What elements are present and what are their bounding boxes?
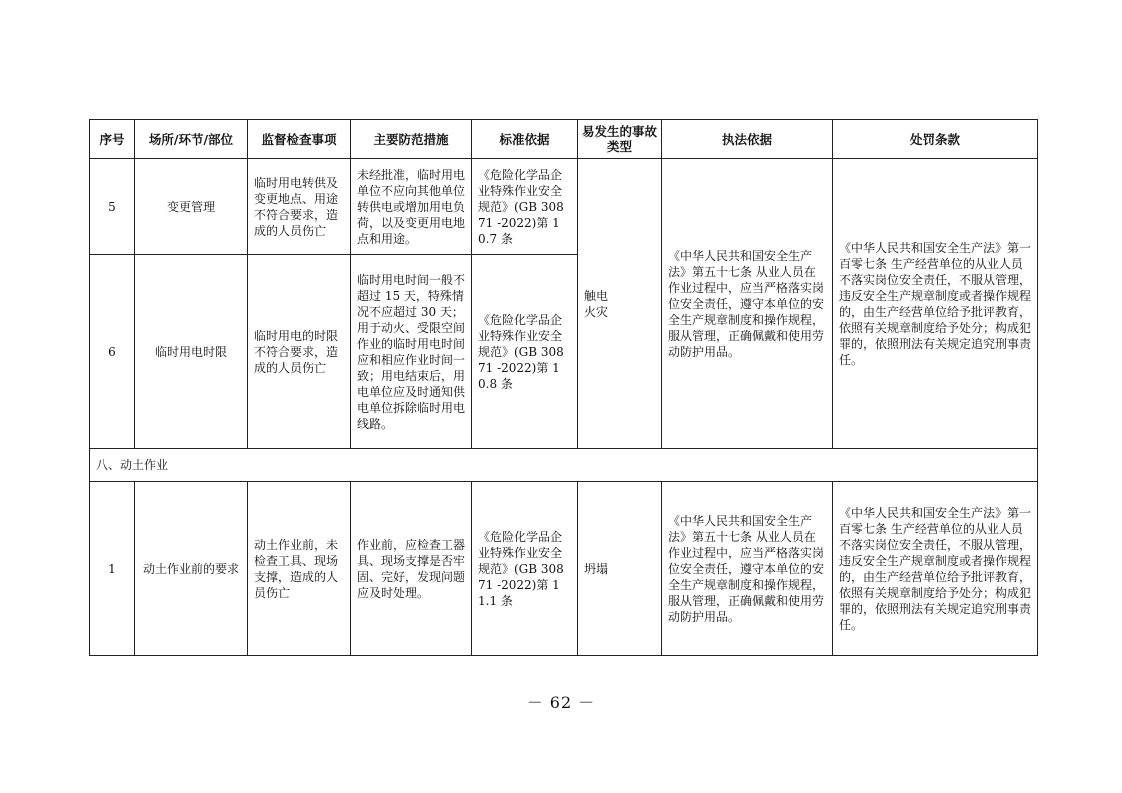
row-seq: 6 [90, 255, 135, 449]
header-measures: 主要防范措施 [351, 120, 472, 159]
row-accident-type: 坍塌 [578, 482, 662, 656]
row-seq: 1 [90, 482, 135, 656]
row-measures: 作业前，应检查工器具、现场支撑是否牢固、完好，发现问题应及时处理。 [351, 482, 472, 656]
header-penalty: 处罚条款 [833, 120, 1038, 159]
header-standard: 标准依据 [472, 120, 578, 159]
row-measures: 临时用电时间一般不超过 15 天，特殊情况不应超过 30 天；用于动火、受限空间作业的临时用电时间应和相应作业时间一致；用电结束后，用电单位应及时通知供电单位拆除临时用电线路。 [351, 255, 472, 449]
regulation-table [89, 119, 1038, 656]
page-number: － 62 － [526, 693, 596, 712]
row-penalty-clause: 《中华人民共和国安全生产法》第一百零七条 生产经营单位的从业人员不落实岗位安全责任，不服从管理，违反安全生产规章制度或者操作规程的，由生产经营单位给予批评教育，依照有关规章制度给予处分；构成犯罪的，依照刑法有关规定追究刑事责任。 [833, 482, 1038, 656]
row-item: 临时用电转供及变更地点、用途不符合要求，造成的人员伤亡 [248, 159, 351, 255]
table-row [90, 159, 1038, 255]
header-law: 执法依据 [662, 120, 833, 159]
row-item: 动土作业前，未检查工具、现场支撑，造成的人员伤亡 [248, 482, 351, 656]
header-accident: 易发生的事故类型 [578, 120, 662, 159]
table-header [90, 120, 1038, 159]
group-accident-type: 触电 火灾 [578, 159, 662, 449]
header-item: 监督检查事项 [248, 120, 351, 159]
row-measures: 未经批准，临时用电单位不应向其他单位转供电或增加用电负荷，以及变更用电地点和用途。 [351, 159, 472, 255]
row-standard: 《危险化学品企业特殊作业安全规范》(GB 30871 -2022)第 10.8 条 [472, 255, 578, 449]
header-place: 场所/环节/部位 [135, 120, 248, 159]
table-row [90, 482, 1038, 656]
row-item: 临时用电的时限不符合要求，造成的人员伤亡 [248, 255, 351, 449]
row-place: 动土作业前的要求 [135, 482, 248, 656]
row-standard: 《危险化学品企业特殊作业安全规范》(GB 30871 -2022)第 11.1 条 [472, 482, 578, 656]
header-seq: 序号 [90, 120, 135, 159]
section-title: 八、动土作业 [90, 449, 1038, 482]
group-law-basis: 《中华人民共和国安全生产法》第五十七条 从业人员在作业过程中，应当严格落实岗位安全责任，遵守本单位的安全生产规章制度和操作规程，服从管理，正确佩戴和使用劳动防护用品。 [662, 159, 833, 449]
section-row [90, 449, 1038, 482]
row-place: 临时用电时限 [135, 255, 248, 449]
row-standard: 《危险化学品企业特殊作业安全规范》(GB 30871 -2022)第 10.7 条 [472, 159, 578, 255]
row-seq: 5 [90, 159, 135, 255]
group-penalty-clause: 《中华人民共和国安全生产法》第一百零七条 生产经营单位的从业人员不落实岗位安全责任，不服从管理，违反安全生产规章制度或者操作规程的，由生产经营单位给予批评教育，依照有关规章制度给予处分；构成犯罪的，依照刑法有关规定追究刑事责任。 [833, 159, 1038, 449]
row-place: 变更管理 [135, 159, 248, 255]
row-law-basis: 《中华人民共和国安全生产法》第五十七条 从业人员在作业过程中，应当严格落实岗位安全责任，遵守本单位的安全生产规章制度和操作规程，服从管理，正确佩戴和使用劳动防护用品。 [662, 482, 833, 656]
